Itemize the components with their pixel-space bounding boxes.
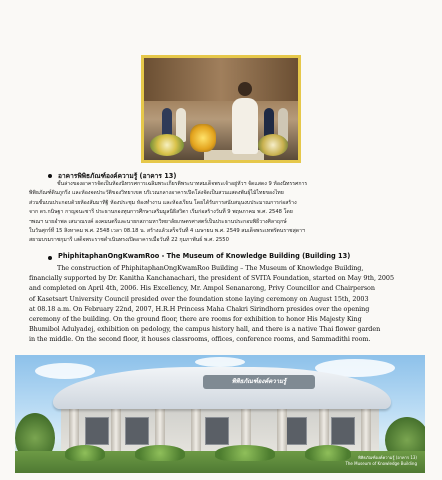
ceremony-photo [144, 58, 298, 160]
section2-line: The construction of PhiphitaphanOngKwamRoo Building – The Museum of Knowledge Building, [57, 264, 364, 272]
section1-heading: อาคารพิพิธภัณฑ์องค์ความรู้ (อาคาร 13) [58, 172, 177, 180]
section1-line: ชั้นล่างของอาคารจัดเป็นห้องนิทรรศการเฉลิมพระเกียรติพระบาทสมเด็จพระเจ้าอยู่หัวฯ จัดแสดง 9 ห้องนิทรรศการ [57, 181, 308, 187]
section1-line: ในวันศุกร์ที่ 15 สิงหาคม พ.ศ. 2548 เวลา 08.18 น. สร้างแล้วเสร็จวันที่ 4 เมษายน พ.ศ. 2549 สมเด็จพระเทพรัตนราชสุดาฯ [29, 228, 305, 235]
section2-line: and completed on April 4th, 2006. His Excellency, Mr. Ampol Senanarong, Privy Councillor and Chairperson [29, 284, 375, 293]
caption-line: The Museum of Knowledge Building [345, 461, 417, 466]
section1-line: ส่วนชั้นบนประกอบด้วยห้องสัมมาทิฐิ ห้องประชุม ห้องทำงาน และห้องเรียน โดยได้รับการสนับสนุนงบประมาณการก่อสร้าง [29, 199, 297, 206]
building-sign: พิพิธภัณฑ์องค์ความรู้ [203, 375, 315, 389]
building-photo [15, 355, 425, 473]
section2-line: in the middle. On the second floor, it houses classrooms, offices, conference rooms, and Sammadithi room. [29, 335, 371, 344]
section2-heading: PhiphitaphanOngKwamRoo - The Museum of Knowledge Building (Building 13) [58, 252, 351, 260]
section2-paragraph [29, 263, 413, 345]
caption-line: พิพิธภัณฑ์องค์ความรู้ (อาคาร 13) [358, 455, 417, 460]
section2-line: financially supported by Dr. Kanitha Kanchanachari, the president of SVITA Foundation, started on May 9th, 2005 [29, 274, 394, 283]
section2-line: ceremony of the building. On the ground floor, there are rooms for exhibition to honor His Majesty King [29, 315, 362, 324]
section1-line: จาก ดร.กนิษฐา กาญจนะชารี ประธานกองทุนการศึกษาเสริมมูลนิธิสวิตา เริ่มก่อสร้างวันที่ 9 พฤษภาคม พ.ศ. 2548 โดย [29, 209, 293, 216]
bullet-icon [48, 256, 52, 260]
building-photo-caption [345, 454, 417, 466]
section2-line: Bhumibol Adulyadej, exhibition on pedology, the campus history hall, and there is a native Thai flower garden [29, 325, 381, 334]
bullet-icon [48, 174, 52, 178]
section1-line: พิพิธภัณฑ์ดินภูกริ่ง และห้องจดประวัติของวิทยาเขต บริเวณกลางอาคารเปิดโล่งจัดเป็นสวนแสดงพันธุ์ไม้ไทยของไทย [29, 190, 284, 197]
section2-line: of Kasetsart University Council presided over the foundation stone laying ceremony on August 15th, 2003 [29, 294, 369, 303]
section1-paragraph [29, 180, 413, 246]
ceremony-photo-frame [141, 55, 301, 163]
section2-line: at 08.18 a.m. On February 22nd, 2007, H.R.H Princess Maha Chakri Sirindhorn presides over the opening [29, 304, 370, 313]
section1-line: สยามบรมราชกุมารี เสด็จพระราชดำเนินทรงเปิดอาคารเมื่อวันที่ 22 กุมภาพันธ์ พ.ศ. 2550 [29, 237, 229, 244]
section1-line: ฯพณฯ นายอำพล เสนาณรงค์ องคมนตรีและนายกสภามหาวิทยาลัยเกษตรศาสตร์เป็นประธานประกอบพิธีวางศิลาฤกษ์ [29, 218, 287, 225]
